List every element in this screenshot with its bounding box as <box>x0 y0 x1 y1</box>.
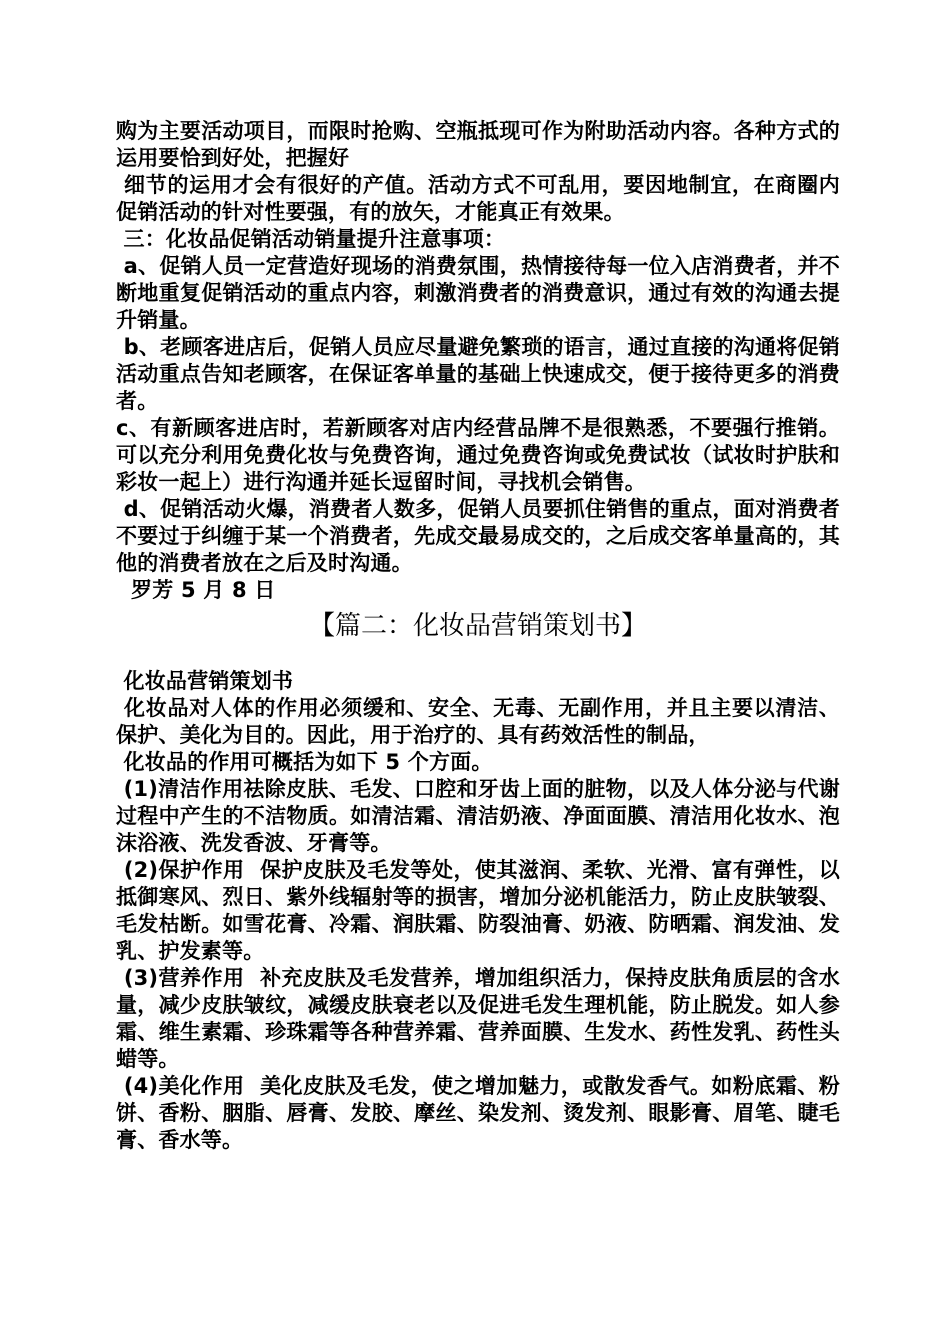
paragraph-function-beautify: (4)美化作用 美化皮肤及毛发，使之增加魅力，或散发香气。如粉底霜、粉饼、香粉、胭脂、唇膏、发胶、摩丝、染发剂、烫发剂、眼影膏、眉笔、睫毛膏、香水等。 <box>116 1074 840 1152</box>
chapter-title: 【篇二：化妆品营销策划书】 <box>308 611 647 641</box>
paragraph-note-b: b、老顾客进店后，促销人员应尽量避免繁琐的语言，通过直接的沟通将促销活动重点告知老顾客，在保证客单量的基础上快速成交，便于接待更多的消费者。 <box>116 335 840 413</box>
paragraph-note-c: c、有新顾客进店时，若新顾客对店内经营品牌不是很熟悉，不要强行推销。可以充分利用免费化妆与免费咨询，通过免费咨询或免费试妆（试妆时护肤和彩妆一起上）进行沟通并延长逗留时间，寻找机会销售。 <box>116 416 840 494</box>
paragraph-activity-intro: 购为主要活动项目，而限时抢购、空瓶抵现可作为附助活动内容。各种方式的运用要恰到好处，把握好 <box>116 119 840 170</box>
paragraph-function-protection: (2)保护作用 保护皮肤及毛发等处，使其滋润、柔软、光滑、富有弹性，以抵御寒风、烈日、紫外线辐射等的损害，增加分泌机能活力，防止皮肤皱裂、毛发枯断。如雪花膏、冷霜、润肤霜、防裂油膏、奶液、防晒霜、润发油、发乳、护发素等。 <box>116 858 840 963</box>
paragraph-function-nutrition: (3)营养作用 补充皮肤及毛发营养，增加组织活力，保持皮肤角质层的含水量，减少皮肤皱纹，减缓皮肤衰老以及促进毛发生理机能，防止脱发。如人参霜、维生素霜、珍珠霜等各种营养霜、营养面膜、生发水、药性发乳、药性头蜡等。 <box>116 966 840 1071</box>
paragraph-activity-detail: 细节的运用才会有很好的产值。活动方式不可乱用，要因地制宜，在商圈内促销活动的针对性要强，有的放矢，才能真正有效果。 <box>116 173 840 224</box>
paragraph-functions-summary: 化妆品的作用可概括为如下 5 个方面。 <box>116 750 493 774</box>
paragraph-note-a: a、促销人员一定营造好现场的消费氛围，热情接待每一位入店消费者，并不断地重复促销活动的重点内容，刺激消费者的消费意识，通过有效的沟通去提升销量。 <box>116 254 841 332</box>
paragraph-note-d: d、促销活动火爆，消费者人数多，促销人员要抓住销售的重点，面对消费者不要过于纠缠于某一个消费者，先成交最易成交的，之后成交客单量高的，其他的消费者放在之后及时沟通。 <box>116 497 840 575</box>
section-heading-notes: 三：化妆品促销活动销量提升注意事项： <box>116 227 506 251</box>
plan-subtitle: 化妆品营销策划书 <box>116 669 294 693</box>
paragraph-function-cleaning: (1)清洁作用祛除皮肤、毛发、口腔和牙齿上面的脏物，以及人体分泌与代谢过程中产生的不洁物质。如清洁霜、清洁奶液、净面面膜、清洁用化妆水、泡沫浴液、洗发香波、牙膏等。 <box>116 777 840 855</box>
author-date-line: 罗芳 5 月 8 日 <box>116 578 276 602</box>
paragraph-cosmetics-definition: 化妆品对人体的作用必须缓和、安全、无毒、无副作用，并且主要以清洁、保护、美化为目的。因此，用于治疗的、具有药效活性的制品， <box>116 696 840 747</box>
document-page <box>116 118 840 1154</box>
